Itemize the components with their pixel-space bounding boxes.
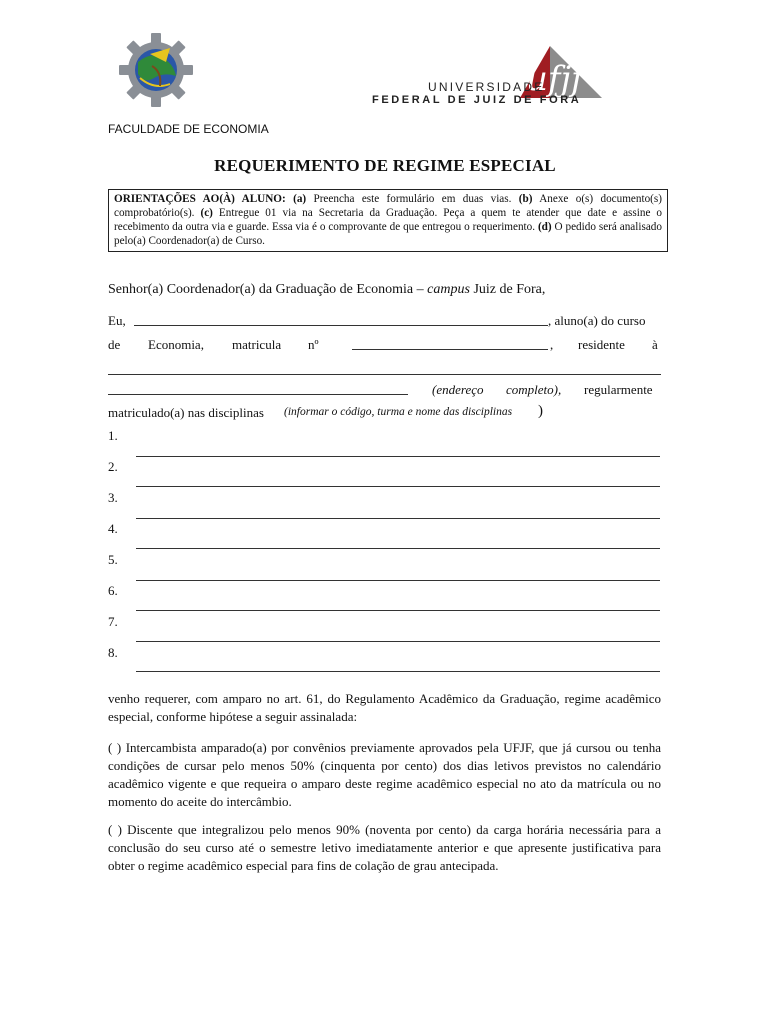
discipline-field-3[interactable] bbox=[136, 518, 660, 519]
ufjf-logo-text: ufjf bbox=[526, 59, 584, 99]
discipline-field-4[interactable] bbox=[136, 548, 660, 549]
salutation: Senhor(a) Coordenador(a) da Graduação de Economia – campus Juiz de Fora, bbox=[108, 282, 546, 297]
discipline-number: 8. bbox=[108, 645, 118, 660]
discipline-number: 6. bbox=[108, 583, 118, 598]
university-name-line1: UNIVERSIDADE bbox=[428, 80, 545, 94]
discipline-number: 1. bbox=[108, 428, 118, 443]
faculty-name: FACULDADE DE ECONOMIA bbox=[108, 122, 269, 136]
orientation-box: ORIENTAÇÕES AO(À) ALUNO: (a) Preencha este formulário em duas vias. (b) Anexe o(s) documento(s) comprobatório(s). (c) Entregue 01 via na Secretaria da Graduação. Peça a quem te atender que date e assine o recebimento da outra via e guarde. Essa via é o comprovante de que entregou o requerimento. (d) O pedido será analisado pelo(a) Coordenador(a) de Curso. bbox=[108, 189, 668, 252]
discipline-number: 7. bbox=[108, 614, 118, 629]
discipline-number: 5. bbox=[108, 552, 118, 567]
economics-faculty-logo bbox=[116, 32, 196, 108]
discipline-number: 3. bbox=[108, 490, 118, 505]
university-name-line2: FEDERAL DE JUIZ DE FORA bbox=[372, 94, 582, 106]
option-intercambista[interactable]: ( ) Intercambista amparado(a) por convênios previamente aprovados pela UFJF, que já cursou ou tenha condições de cursar pelo menos 50% (cinquenta por cento) dos dias letivos previstos no calendário acadêmico vigente e que requeira o amparo deste regime acadêmico especial no ato da matrícula ou no momento do aceite do intercâmbio. bbox=[108, 740, 661, 809]
discipline-field-7[interactable] bbox=[136, 641, 660, 642]
discipline-number: 4. bbox=[108, 521, 118, 536]
discipline-field-2[interactable] bbox=[136, 486, 660, 487]
address-field-line1[interactable] bbox=[108, 374, 661, 375]
discipline-field-5[interactable] bbox=[136, 580, 660, 581]
matricula-field[interactable] bbox=[352, 349, 548, 350]
name-field[interactable] bbox=[134, 325, 548, 326]
discipline-field-8[interactable] bbox=[136, 671, 660, 672]
discipline-number: 2. bbox=[108, 459, 118, 474]
request-paragraph: venho requerer, com amparo no art. 61, do Regulamento Acadêmico da Graduação, regime acadêmico especial, conforme hipótese a seguir assinalada: bbox=[108, 691, 661, 724]
orientation-label: ORIENTAÇÕES AO(À) ALUNO: bbox=[114, 193, 286, 205]
address-field-line2[interactable] bbox=[108, 394, 408, 395]
document-title: REQUERIMENTO DE REGIME ESPECIAL bbox=[214, 156, 556, 175]
discipline-field-6[interactable] bbox=[136, 610, 660, 611]
discipline-field-1[interactable] bbox=[136, 456, 660, 457]
option-discente-90[interactable]: ( ) Discente que integralizou pelo menos 90% (noventa por cento) da carga horária necessária para a conclusão do seu curso até o semestre letivo imediatamente anterior e que apresente justificativa para obter o regime acadêmico especial para fins de colação de grau antecipada. bbox=[108, 822, 661, 873]
